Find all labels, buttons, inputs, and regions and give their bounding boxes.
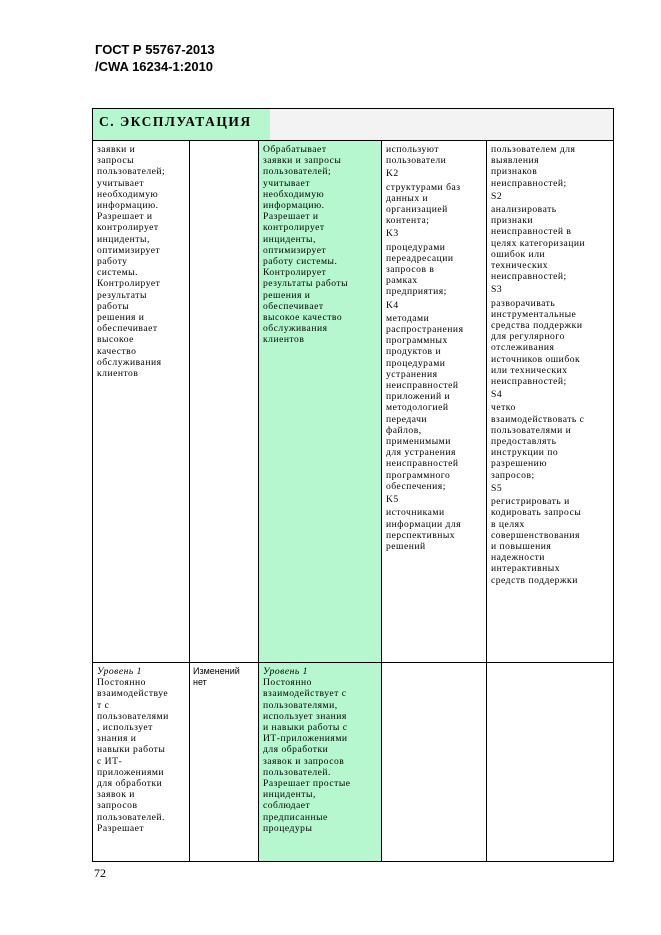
knowledge-item-code: K2	[386, 168, 399, 180]
knowledge-item-text: методами распространения программных продуктов и процедурами устранения неисправностей приложений и методологией передачи файлов, применимыми для устранения неисправностей программного обеспечения;	[386, 312, 464, 492]
row2-col4	[381, 662, 487, 862]
page-number: 72	[94, 866, 106, 880]
competence-table	[92, 108, 614, 862]
skill-item-text: четко взаимодействовать с пользователями и предоставлять инструкции по разрешению запросов;	[491, 402, 585, 481]
row2-col5	[486, 662, 614, 862]
row2-col1-level: Уровень 1	[97, 666, 142, 677]
row2-col2: Изменений нет	[189, 662, 259, 862]
knowledge-item-text: процедурами переадресации запросов в рамках предприятия;	[386, 241, 454, 298]
row2-col3-level: Уровень 1	[263, 666, 308, 677]
skill-item-text: разворачивать инструментальные средства поддержки для регулярного отслеживания источников ошибок или технических неисправностей;	[491, 297, 583, 388]
knowledge-item-code: K4	[386, 299, 399, 311]
section-title-filler	[270, 108, 614, 141]
knowledge-item-text: структурами баз данных и организацией контента;	[386, 181, 461, 227]
skill-item-text: регистрировать и кодировать запросы в целях совершенствования и повышения надежности интерактивных средств поддержки	[491, 496, 582, 586]
row1-skills	[486, 140, 614, 663]
skill-item-code: S3	[491, 284, 503, 296]
section-title: C. ЭКСПЛУАТАЦИЯ	[92, 108, 271, 141]
row1-col3: Обрабатывает заявки и запросы пользователей; учитывает необходимую информацию. Разрешает и контролирует инциденты, оптимизирует работу системы. Контролирует результаты работы решения и обеспечивает высокое качество обслуживания клиентов	[258, 140, 382, 663]
standard-ref: /CWA 16234-1:2010	[95, 59, 214, 74]
row2-col1	[92, 662, 190, 862]
row2-col1-text: Постоянно взаимодействуе т с пользователями , использует знания и навыки работы с ИТ- приложениями для обработки заявок и запросов пользователей. Разрешает	[97, 677, 169, 834]
skill-item-code: S2	[491, 190, 503, 202]
standard-code: ГОСТ Р 55767-2013	[95, 42, 215, 57]
knowledge-item-code: K3	[386, 228, 399, 240]
skill-item-code: S5	[491, 482, 503, 494]
row2-col3-text: Постоянно взаимодействует с пользователями, использует знания и навыки работы с ИТ-приложениями для обработки заявок и запросов пользователей. Разрешает простые инциденты, соблюдает предписанные процедуры	[263, 677, 351, 834]
skill-item-text: анализировать признаки неисправностей в целях категоризации ошибок или технических неисправностей;	[491, 204, 586, 283]
row2-col3	[258, 662, 382, 862]
document-header	[95, 41, 215, 75]
skill-item-text: пользователем для выявления признаков неисправностей;	[491, 144, 576, 189]
skill-item-code: S4	[491, 389, 503, 401]
knowledge-item-text: источниками информации для перспективных решений	[386, 507, 462, 552]
row1-col2	[189, 140, 259, 663]
row1-col1: заявки и запросы пользователей; учитывает необходимую информацию. Разрешает и контролирует инциденты, оптимизирует работу системы. Контролирует результаты работы решения и обеспечивает высокое качество обслуживания клиентов	[92, 140, 190, 663]
knowledge-item-text: используют пользователи	[386, 144, 447, 167]
knowledge-item-code: K5	[386, 494, 399, 506]
row1-knowledge	[381, 140, 487, 663]
